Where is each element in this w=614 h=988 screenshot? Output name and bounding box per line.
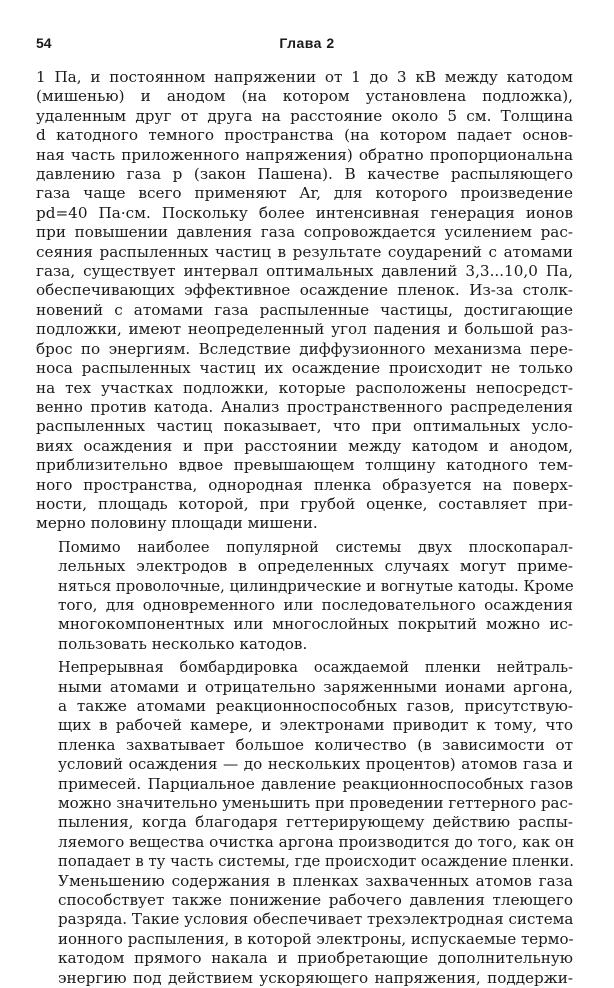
text-line: ная часть приложенного напряжения) обратно пропорциональна [36, 145, 573, 164]
text-line: подложки, имеют неопределенный угол падения и большой раз- [36, 320, 573, 339]
text-line: сеяния распыленных частиц в результате соударений с атомами [36, 242, 573, 261]
text-line: катодом прямого накала и приобретающие дополнительную [58, 949, 573, 968]
text-line: pd=40 Па·см. Поскольку более интенсивная генерация ионов [36, 203, 573, 222]
text-line: ного пространства, однородная пленка образуется на поверх- [36, 475, 573, 494]
text-line: брос по энергиям. Вследствие диффузионного механизма пере- [36, 339, 573, 358]
text-line: новений с атомами газа распыленные частицы, достигающие [36, 300, 573, 319]
text-line: можно значительно уменьшить при проведении геттерного рас- [58, 794, 573, 813]
text-line: ности, площадь которой, при грубой оценке, составляет при- [36, 494, 573, 513]
text-line: примесей. Парциальное давление реакционноспособных газов [58, 774, 573, 793]
text-line: пленка захватывает большое количество (в зависимости от [58, 735, 573, 754]
text-line: разряда. Такие условия обеспечивает трехэлектродная система [58, 910, 574, 929]
chapter-running-head: Глава 2 [279, 35, 335, 51]
text-line: Непрерывная бомбардировка осаждаемой пленки нейтраль- [58, 659, 573, 677]
text-line: пыления, когда благодаря геттерирующему действию распы- [58, 813, 573, 832]
page-number: 54 [36, 35, 52, 51]
text-line: а также атомами реакционноспособных газов, присутствую- [58, 697, 573, 715]
text-line: газа, существует интервал оптимальных давлений 3,3...10,0 Па, [36, 262, 573, 281]
body-text [36, 68, 573, 988]
paragraph-2 [36, 538, 573, 654]
text-line: 1 Па, и постоянном напряжении от 1 до 3 кВ между катодом [36, 68, 573, 86]
text-line: пользовать несколько катодов. [58, 634, 308, 653]
text-line: обеспечивающих эффективное осаждение пленок. Из-за столк- [36, 281, 573, 300]
text-line: давлению газа p (закон Пашена). В качестве распыляющего [36, 165, 573, 184]
text-line: ляемого вещества очистка аргона производится до того, как он [58, 832, 575, 851]
text-line: многокомпонентных или многослойных покрытий можно ис- [58, 615, 573, 634]
text-line: того, для одновременного или последовательного осаждения [58, 595, 573, 614]
text-line: (мишенью) и анодом (на котором установлена подложка), [36, 87, 573, 106]
text-line: энергию под действием ускоряющего напряжения, поддержи- [58, 968, 573, 987]
paragraph-3 [36, 658, 573, 988]
text-line: няться проволочные, цилиндрические и вогнутые катоды. Кроме [58, 577, 574, 595]
text-line: щих в рабочей камере, и электронами приводит к тому, что [58, 716, 573, 735]
text-line: ными атомами и отрицательно заряженными ионами аргона, [58, 677, 573, 696]
text-line: попадает в ту часть системы, где происходит осаждение пленки. [58, 852, 574, 871]
text-line: Помимо наиболее популярной системы двух плоскопарал- [58, 538, 573, 556]
paragraph-1 [36, 68, 573, 534]
text-line: лельных электродов в определенных случаях могут приме- [58, 557, 573, 576]
text-line: при повышении давления газа сопровождается усилением рас- [36, 223, 573, 242]
text-line: способствует также понижение рабочего давления тлеющего [58, 891, 573, 910]
text-line: Уменьшению содержания в пленках захваченных атомов газа [58, 871, 573, 890]
text-line: виях осаждения и при расстоянии между катодом и анодом, [36, 436, 573, 455]
text-line: газа чаще всего применяют Ar, для которого произведение [36, 184, 573, 203]
text-line: мерно половину площади мишени. [36, 514, 318, 533]
text-line: носа распыленных частиц их осаждение происходит не только [36, 359, 573, 378]
text-line: условий осаждения — до нескольких процентов) атомов газа и [58, 755, 573, 774]
text-line: ионного распыления, в которой электроны, испускаемые термо- [58, 929, 574, 948]
text-line: распыленных частиц показывает, что при оптимальных усло- [36, 417, 573, 436]
text-line: d катодного темного пространства (на котором падает основ- [36, 126, 573, 145]
text-line: удаленным друг от друга на расстояние около 5 см. Толщина [36, 106, 573, 125]
text-line: на тех участках подложки, которые расположены непосредст- [36, 378, 573, 397]
text-line: приблизительно вдвое превышающем толщину катодного тем- [36, 456, 573, 475]
text-line: венно против катода. Анализ пространственного распределения [36, 397, 573, 416]
